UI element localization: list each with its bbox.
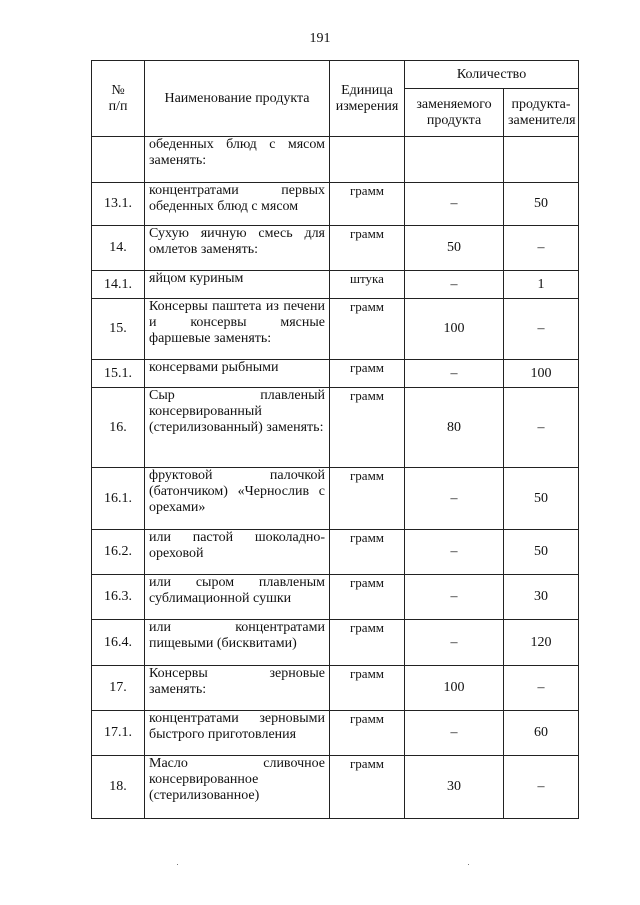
- substitute-quantity: –: [504, 299, 579, 360]
- unit-of-measure: грамм: [330, 530, 405, 575]
- replaced-quantity: –: [405, 530, 504, 575]
- row-number: 16.: [92, 388, 145, 468]
- table-row: [92, 360, 579, 388]
- unit-of-measure: грамм: [330, 388, 405, 468]
- replaced-quantity: 100: [405, 666, 504, 711]
- row-number: 16.4.: [92, 620, 145, 666]
- replaced-quantity: 30: [405, 756, 504, 819]
- table-row: [92, 530, 579, 575]
- replaced-quantity: –: [405, 360, 504, 388]
- substitute-quantity: [504, 137, 579, 183]
- replaced-quantity: 50: [405, 226, 504, 271]
- header-num: № п/п: [92, 61, 145, 137]
- table-row: [92, 183, 579, 226]
- substitute-quantity: 50: [504, 183, 579, 226]
- table-row: [92, 271, 579, 299]
- unit-of-measure: грамм: [330, 360, 405, 388]
- unit-of-measure: грамм: [330, 468, 405, 530]
- unit-of-measure: грамм: [330, 756, 405, 819]
- row-number: 16.2.: [92, 530, 145, 575]
- product-name: концентратами зерновыми быстрого приготовления: [145, 711, 330, 756]
- substitute-quantity: 1: [504, 271, 579, 299]
- row-number: 15.1.: [92, 360, 145, 388]
- replaced-quantity: –: [405, 183, 504, 226]
- replaced-quantity: –: [405, 468, 504, 530]
- product-substitution-table: [91, 60, 579, 819]
- scan-dot: [468, 864, 469, 865]
- substitute-quantity: –: [504, 756, 579, 819]
- substitute-quantity: 120: [504, 620, 579, 666]
- unit-of-measure: грамм: [330, 575, 405, 620]
- table-row: [92, 299, 579, 360]
- replaced-quantity: –: [405, 271, 504, 299]
- row-number: 16.1.: [92, 468, 145, 530]
- table-row: [92, 711, 579, 756]
- product-name: Масло сливочное консервированное (стерилизованное): [145, 756, 330, 819]
- unit-of-measure: грамм: [330, 666, 405, 711]
- substitute-quantity: 50: [504, 530, 579, 575]
- replaced-quantity: –: [405, 620, 504, 666]
- substitute-quantity: –: [504, 226, 579, 271]
- header-row-top: [92, 61, 579, 89]
- substitute-quantity: 30: [504, 575, 579, 620]
- unit-of-measure: грамм: [330, 299, 405, 360]
- scan-dot: [177, 864, 178, 865]
- table-row: [92, 620, 579, 666]
- unit-of-measure: грамм: [330, 183, 405, 226]
- row-number: 15.: [92, 299, 145, 360]
- unit-of-measure: грамм: [330, 711, 405, 756]
- unit-of-measure: [330, 137, 405, 183]
- unit-of-measure: грамм: [330, 620, 405, 666]
- replaced-quantity: –: [405, 575, 504, 620]
- product-name: Консервы зерновые заменять:: [145, 666, 330, 711]
- table-row: [92, 756, 579, 819]
- replaced-quantity: 80: [405, 388, 504, 468]
- product-name: обеденных блюд с мясом заменять:: [145, 137, 330, 183]
- product-name: или пастой шоколадно-ореховой: [145, 530, 330, 575]
- product-name: Сухую яичную смесь для омлетов заменять:: [145, 226, 330, 271]
- header-quantity: Количество: [405, 61, 579, 89]
- row-number: 14.: [92, 226, 145, 271]
- header-replaced-product: заменяемого продукта: [405, 89, 504, 137]
- header-product-name: Наименование продукта: [145, 61, 330, 137]
- product-name: Консервы паштета из печени и консервы мясные фаршевые заменять:: [145, 299, 330, 360]
- product-name: концентратами первых обеденных блюд с мясом: [145, 183, 330, 226]
- replaced-quantity: [405, 137, 504, 183]
- substitute-quantity: 50: [504, 468, 579, 530]
- table-row: [92, 226, 579, 271]
- product-name: Сыр плавленый консервированный (стерилизованный) заменять:: [145, 388, 330, 468]
- row-number: 16.3.: [92, 575, 145, 620]
- page-number: 191: [309, 31, 331, 46]
- substitute-quantity: –: [504, 388, 579, 468]
- table-row: [92, 575, 579, 620]
- table-row: [92, 388, 579, 468]
- replaced-quantity: –: [405, 711, 504, 756]
- unit-of-measure: грамм: [330, 226, 405, 271]
- header-unit: Единица измерения: [330, 61, 405, 137]
- product-name: или концентратами пищевыми (бисквитами): [145, 620, 330, 666]
- header-substitute-product: продукта-заменителя: [504, 89, 579, 137]
- row-number: 17.: [92, 666, 145, 711]
- row-number: [92, 137, 145, 183]
- table-row: [92, 666, 579, 711]
- product-name: или сыром плавленым сублимационной сушки: [145, 575, 330, 620]
- table-row: [92, 137, 579, 183]
- scan-artifact-dots: [0, 864, 640, 868]
- row-number: 13.1.: [92, 183, 145, 226]
- row-number: 17.1.: [92, 711, 145, 756]
- product-name: яйцом куриным: [145, 271, 330, 299]
- table-row: [92, 468, 579, 530]
- replaced-quantity: 100: [405, 299, 504, 360]
- unit-of-measure: штука: [330, 271, 405, 299]
- row-number: 14.1.: [92, 271, 145, 299]
- row-number: 18.: [92, 756, 145, 819]
- product-name: фруктовой палочкой (батончиком) «Чернослив с орехами»: [145, 468, 330, 530]
- substitute-quantity: 60: [504, 711, 579, 756]
- substitute-quantity: –: [504, 666, 579, 711]
- substitute-quantity: 100: [504, 360, 579, 388]
- product-name: консервами рыбными: [145, 360, 330, 388]
